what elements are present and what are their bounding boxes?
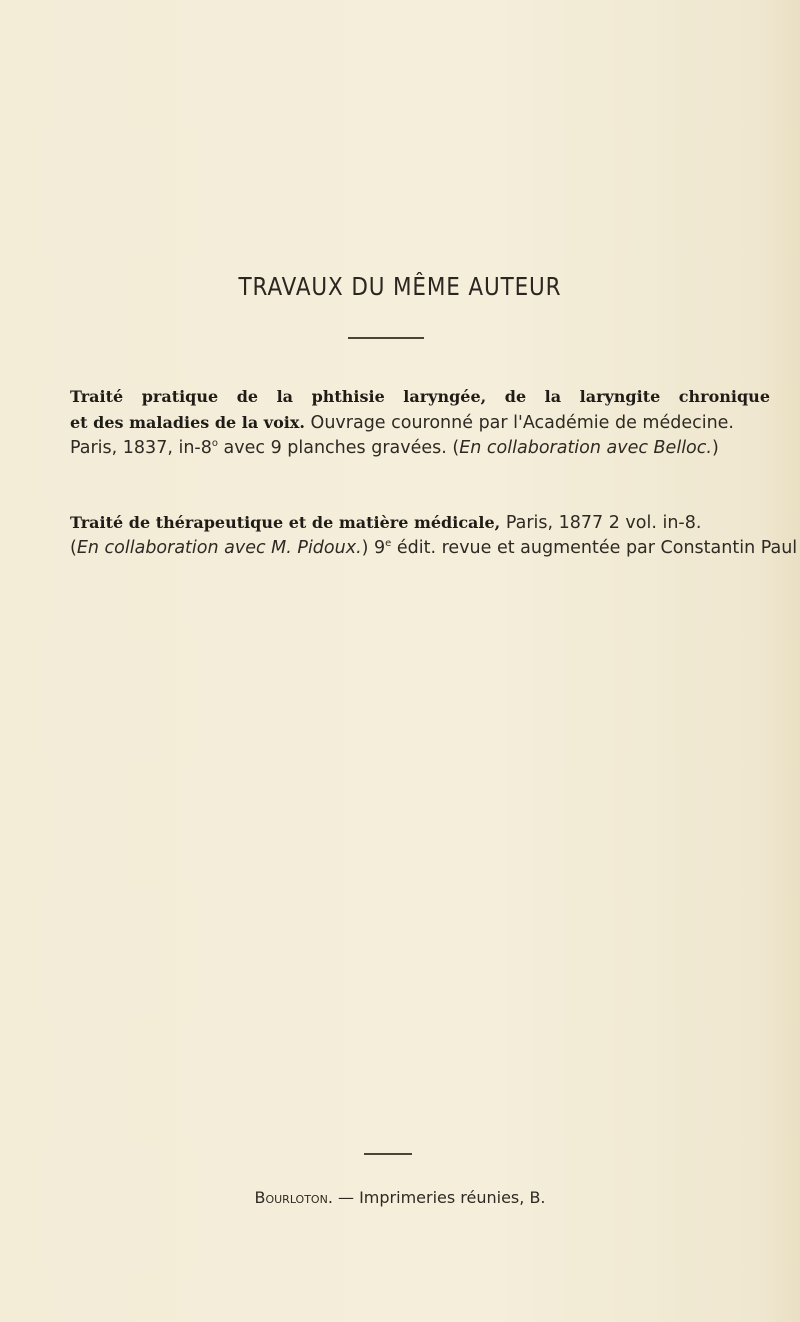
entry-2-line-2 — [70, 536, 798, 561]
entry-1-imprint: Paris, 1837, in-8 — [70, 438, 212, 458]
entry-2-imprint: Paris, 1877 2 vol. in-8. — [505, 513, 702, 533]
entry-1-collaboration: En collaboration avec Belloc. — [459, 438, 712, 458]
entry-2-collaboration: En collaboration avec M. Pidoux. — [76, 538, 362, 558]
entry-2-edition-mark: e — [385, 538, 392, 550]
entry-1-degree-mark: o — [211, 438, 218, 450]
entry-1-line-1 — [70, 384, 770, 410]
entry-2-title: Traité de thérapeutique et de matière médicale, — [70, 513, 501, 532]
footer-divider — [364, 1153, 412, 1155]
bibliography-entry-1 — [70, 384, 770, 461]
entry-1-title-part-2: et des maladies de la voix. — [70, 413, 305, 432]
printer-name: Bourloton. — [254, 1188, 333, 1207]
printer-imprint — [0, 1188, 800, 1207]
entry-2-edition-note: édit. revue et augmentée par Constantin Paul — [391, 538, 798, 558]
entry-1-line-3 — [70, 436, 770, 461]
printer-details: — Imprimeries réunies, B. — [338, 1188, 546, 1207]
entry-2-open-paren: ( — [70, 538, 77, 558]
bibliography-entry-2 — [70, 510, 798, 561]
entry-2-edition-number: ) 9 — [361, 538, 386, 558]
entry-1-title-part-1: Traité pratique de la phthisie laryngée, de la laryngite chronique — [70, 387, 770, 406]
entry-1-close-paren: ) — [711, 438, 719, 458]
entry-1-plates: avec 9 planches gravées. ( — [217, 438, 460, 458]
title-divider — [348, 337, 424, 339]
entry-1-award: Ouvrage couronné par l'Académie de médecine. — [310, 413, 734, 433]
entry-2-line-1 — [70, 510, 770, 536]
entry-1-line-2 — [70, 410, 770, 436]
page-title: TRAVAUX DU MÊME AUTEUR — [238, 272, 562, 301]
